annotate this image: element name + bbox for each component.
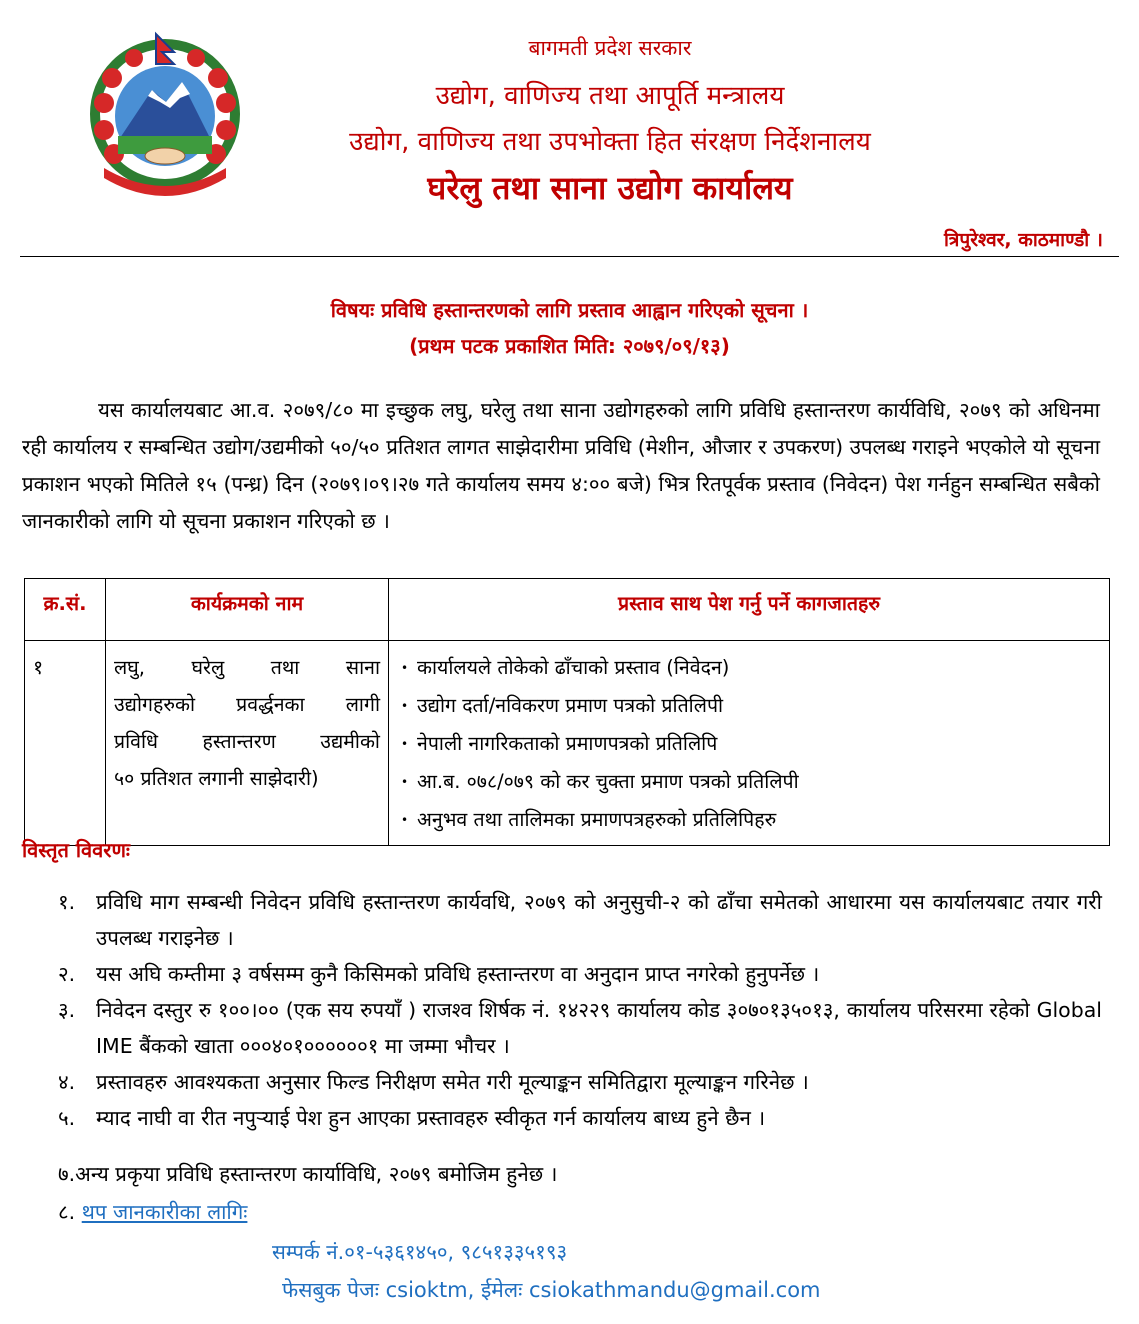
item-text: म्याद नाघी वा रीत नपुर्‍याई पेश हुन आएका प्रस्तावहरु स्वीकृत गर्न कार्यालय बाध्य हुने छैन । — [96, 1106, 766, 1130]
bullet-icon: • — [401, 813, 409, 827]
requirements-table — [24, 578, 1110, 846]
details-list — [58, 884, 1102, 1136]
intro-text: यस कार्यालयबाट आ.व. २०७९/८० मा इच्छुक लघु, घरेलु तथा साना उद्योगहरुको लागि प्रविधि हस्तान्तरण कार्यविधि, २०७९ को अधिनमा रही कार्यालय र सम्बन्धित उद्योग/उद्यमीको ५०/५० प्रतिशत लागत साझेदारीमा प्रविधि (मेशीन, औजार र उपकरण) उपलब्ध गराइने भएकोले यो सूचना प्रकाशन भएको मितिले १५ (पन्ध्र) दिन (२०७९।०९।२७ गते कार्यालय समय ४:०० बजे) भित्र रितपूर्वक प्रस्ताव (निवेदन) पेश गर्नहुन सम्बन्धित सबैको जानकारीको लागि यो सूचना प्रकाशन गरिएको छ । — [22, 398, 1100, 533]
program-line: उद्योगहरुको प्रवर्द्धनका लागी — [114, 693, 380, 716]
program-line: प्रविधि हस्तान्तरण उद्यमीको — [114, 730, 380, 753]
item-text: निवेदन दस्तुर रु १००।०० (एक सय रुपयाँ ) राजश्व शिर्षक नं. १४२२९ कार्यालय कोड ३०७०१३५०१३, कार्यालय परिसरमा रहेको Global IME बैंकको खाता ०००४०१००००००१ मा जम्मा भौचर । — [96, 998, 1102, 1058]
list-item: • अनुभव तथा तालिमका प्रमाणपत्रहरुको प्रतिलिपिहरु — [397, 801, 1101, 839]
header-sn: क्र.सं. — [25, 579, 106, 641]
list-item: • आ.ब. ०७८/०७९ को कर चुक्ता प्रमाण पत्रको प्रतिलिपी — [397, 763, 1101, 801]
office-location: त्रिपुरेश्वर, काठमाण्डौ । — [944, 229, 1103, 251]
row-program — [106, 641, 389, 846]
program-line: ५० प्रतिशत लगानी साझेदारी) — [114, 767, 319, 790]
header-divider — [20, 256, 1119, 257]
list-item — [58, 884, 1102, 956]
row-sn: १ — [25, 641, 106, 846]
item-number: ४. — [58, 1070, 76, 1094]
item-text: प्रविधि माग सम्बन्धी निवेदन प्रविधि हस्तान्तरण कार्यवधि, २०७९ को अनुसुची-२ को ढाँचा समेतको आधारमा यस कार्यालयबाट तयार गरी उपलब्ध गराइनेछ । — [96, 890, 1102, 950]
intro-paragraph — [22, 392, 1100, 540]
item-text: यस अघि कम्तीमा ३ वर्षसम्म कुनै किसिमको प्रविधि हस्तान्तरण वा अनुदान प्राप्त नगरेको हुनुपर्नेछ । — [96, 962, 820, 986]
nepal-emblem-logo — [82, 28, 248, 198]
item-text: प्रस्तावहरु आवश्यकता अनुसार फिल्ड निरीक्षण समेत गरी मूल्याङ्कन समितिद्वारा मूल्याङ्कन गरिनेछ । — [96, 1070, 809, 1094]
header-documents: प्रस्ताव साथ पेश गर्नु पर्ने कागजातहरु — [389, 579, 1110, 641]
table-row — [25, 641, 1110, 846]
nepal-flag-icon — [156, 34, 174, 64]
item-number: १. — [58, 890, 76, 914]
row-documents — [389, 641, 1110, 846]
list-item — [58, 1100, 1102, 1136]
handshake-icon — [145, 148, 185, 164]
item-number: ३. — [58, 998, 76, 1022]
ministry-title: उद्योग, वाणिज्य तथा आपूर्ति मन्त्रालय — [435, 81, 785, 111]
bullet-icon: • — [401, 699, 409, 713]
more-info — [58, 1198, 247, 1226]
list-item — [58, 1064, 1102, 1100]
list-item — [58, 992, 1102, 1064]
details-heading: विस्तृत विवरणः — [22, 838, 130, 862]
program-line: लघु, घरेलु तथा साना — [114, 656, 380, 679]
more-info-number: ८. — [58, 1200, 76, 1224]
list-item — [58, 956, 1102, 992]
item-number: ५. — [58, 1106, 76, 1130]
item-number: २. — [58, 962, 76, 986]
directorate-title: उद्योग, वाणिज्य तथा उपभोक्ता हित संरक्षण निर्देशनालय — [349, 127, 871, 157]
office-title: घरेलु तथा साना उद्योग कार्यालय — [427, 169, 793, 207]
more-info-label: थप जानकारीका लागिः — [81, 1200, 248, 1224]
table-header-row — [25, 579, 1110, 641]
notice-subject: विषयः प्रविधि हस्तान्तरणको लागि प्रस्ताव आह्वान गरिएको सूचना । — [330, 298, 809, 322]
list-item: • नेपाली नागरिकताको प्रमाणपत्रको प्रतिलिपि — [397, 725, 1101, 763]
list-item: • कार्यालयले तोकेको ढाँचाको प्रस्ताव (निवेदन) — [397, 649, 1101, 687]
social-contact: फेसबुक पेजः csioktm, ईमेलः csiokathmandu@gmail.com — [282, 1278, 821, 1302]
documents-list — [397, 649, 1101, 839]
bullet-icon: • — [401, 775, 409, 789]
list-item: • उद्योग दर्ता/नविकरण प्रमाण पत्रको प्रतिलिपी — [397, 687, 1101, 725]
bullet-icon: • — [401, 737, 409, 751]
other-procedures: ७.अन्य प्रकृया प्रविधि हस्तान्तरण कार्याविधि, २०७९ बमोजिम हुनेछ । — [58, 1162, 558, 1186]
publication-date: (प्रथम पटक प्रकाशित मिति: २०७९/०९/१३) — [409, 334, 730, 358]
contact-numbers: सम्पर्क नं.०१-५३६१४५०, ९८५१३३५१९३ — [272, 1240, 568, 1264]
bullet-icon: • — [401, 661, 409, 675]
province-government-title: बागमती प्रदेश सरकार — [528, 36, 692, 60]
header-program: कार्यक्रमको नाम — [106, 579, 389, 641]
